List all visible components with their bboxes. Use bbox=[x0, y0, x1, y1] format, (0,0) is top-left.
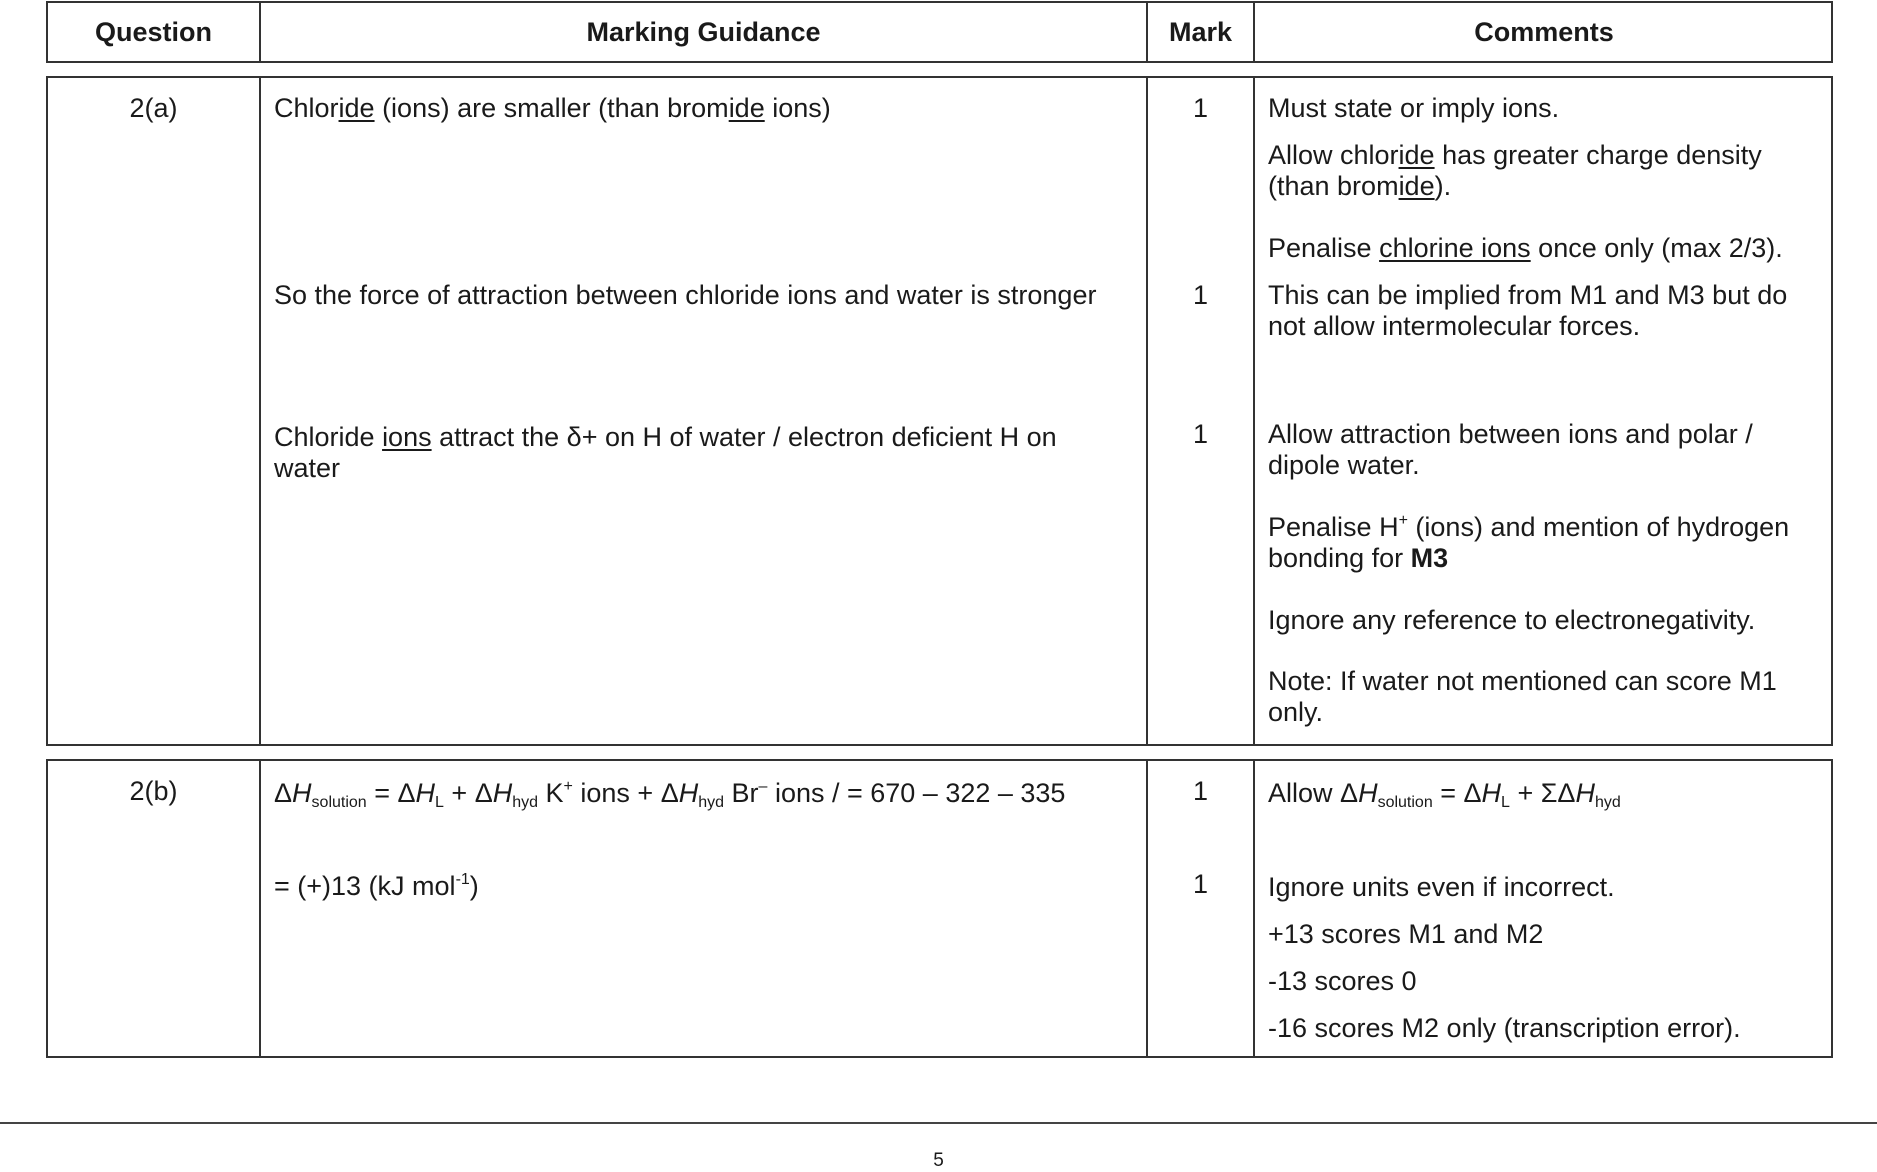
mark-cell bbox=[1148, 761, 1255, 1056]
header-mark: Mark bbox=[1148, 3, 1255, 61]
guidance-cell bbox=[261, 761, 1148, 1056]
comment-hydrogen-line2: bonding for M3 bbox=[1268, 543, 1449, 573]
header-comments: Comments bbox=[1474, 16, 1614, 47]
question-cell bbox=[48, 78, 261, 744]
question-2b-row bbox=[46, 759, 1833, 1058]
comment-allow-sum: Allow $\Delta H_{solution} = \Delta H_L + \Sigma\Delta H_{hyd}$ bbox=[1268, 778, 1621, 811]
comment-electronegativity: Ignore any reference to electronegativity. bbox=[1268, 605, 1756, 635]
guidance-m1: Chloride (ions) are smaller (than bromide ions) bbox=[274, 93, 831, 123]
mark-m1: 1 bbox=[1192, 93, 1209, 123]
comment-ions: Must state or imply ions. bbox=[1268, 93, 1560, 123]
comments-cell bbox=[1255, 78, 1833, 744]
comment-plus13: +13 scores M1 and M2 bbox=[1268, 919, 1544, 949]
header-row bbox=[46, 1, 1833, 63]
comment-charge-density-line1: Allow chloride has greater charge density bbox=[1268, 140, 1762, 170]
question-number: 2(b) bbox=[129, 776, 178, 806]
footer-divider bbox=[0, 1122, 1877, 1124]
guidance-m3-line2: water bbox=[274, 453, 341, 483]
comment-polar-line2: dipole water. bbox=[1268, 450, 1420, 480]
mark-m3: 1 bbox=[1192, 419, 1209, 449]
mark-m2: 1 bbox=[1192, 869, 1209, 899]
comments-cell bbox=[1255, 761, 1833, 1056]
guidance-m2: So the force of attraction between chloride ions and water is stronger bbox=[274, 280, 1097, 310]
mark-m1: 1 bbox=[1192, 776, 1209, 806]
comment-minus13: -13 scores 0 bbox=[1268, 966, 1417, 996]
comment-minus16: -16 scores M2 only (transcription error). bbox=[1268, 1013, 1741, 1043]
page-number: 5 bbox=[933, 1150, 944, 1171]
guidance-cell bbox=[261, 78, 1148, 744]
header-question: Question bbox=[48, 3, 261, 61]
guidance-answer: = (+)13 (kJ mol$^{-1}$) bbox=[274, 871, 479, 901]
comment-charge-density-line2: (than bromide). bbox=[1268, 171, 1452, 201]
comment-penalise-chlorine: Penalise chlorine ions once only (max 2/3). bbox=[1268, 233, 1783, 263]
question-2a-row bbox=[46, 76, 1833, 746]
comment-polar-line1: Allow attraction between ions and polar / bbox=[1268, 419, 1753, 449]
question-number: 2(a) bbox=[129, 93, 178, 123]
question-cell bbox=[48, 761, 261, 1056]
guidance-equation: $\Delta H_{solution} = \Delta H_L + \Delta H_{hyd}$ K+ ions + $\Delta H_{hyd}$ Br– ions / = 670 – 322 – 335 bbox=[274, 778, 1066, 811]
comment-note-line1: Note: If water not mentioned can score M1 bbox=[1268, 666, 1777, 696]
comment-ignore-units: Ignore units even if incorrect. bbox=[1268, 872, 1615, 902]
header-marking-guidance: Marking Guidance bbox=[261, 3, 1148, 61]
comment-note-line2: only. bbox=[1268, 697, 1324, 727]
mark-m2: 1 bbox=[1192, 280, 1209, 310]
comment-hydrogen-line1: Penalise H+ (ions) and mention of hydrogen bbox=[1268, 512, 1790, 542]
comment-implied-line1: This can be implied from M1 and M3 but do bbox=[1268, 280, 1788, 310]
comment-implied-line2: not allow intermolecular forces. bbox=[1268, 311, 1641, 341]
guidance-m3-line1: Chloride ions attract the δ+ on H of water / electron deficient H on bbox=[274, 422, 1057, 452]
mark-cell bbox=[1148, 78, 1255, 744]
